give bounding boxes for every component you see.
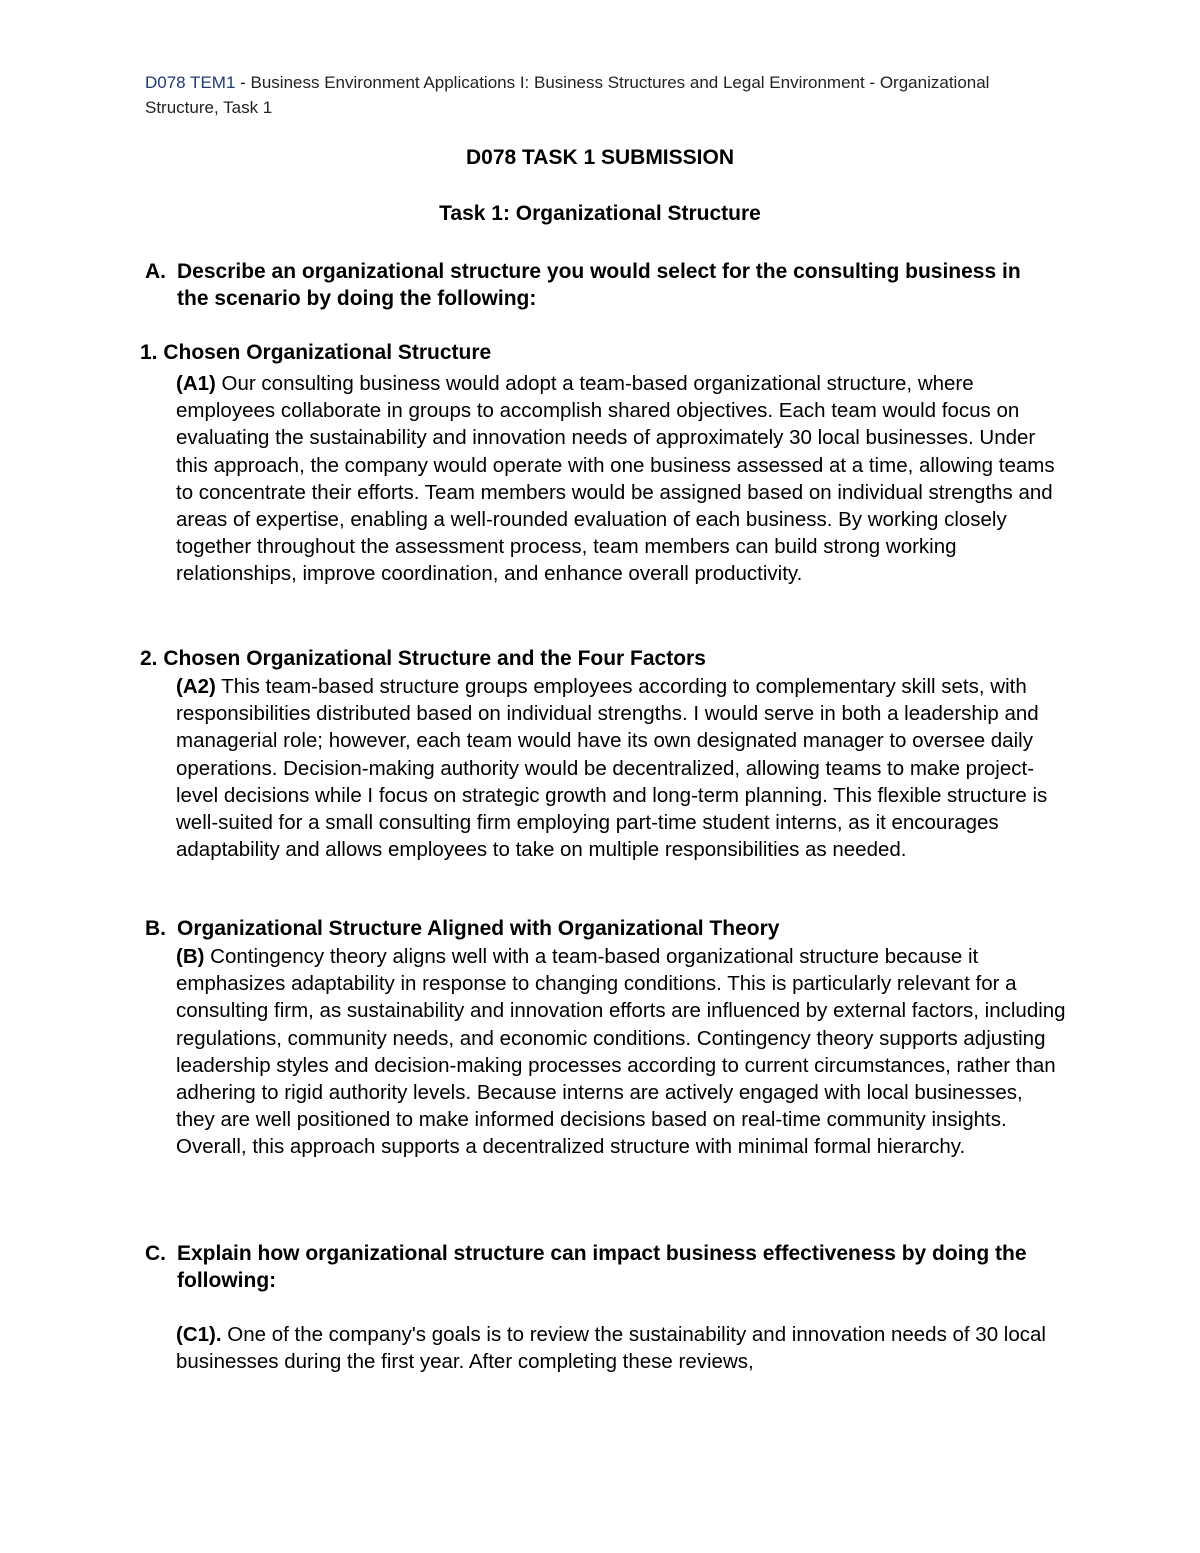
item-2-body: This team-based structure groups employees according to complementary skill sets, with responsibilities distributed based on individual strengths. I would serve in both a leadership and managerial role; however, each team would have its own designated manager to oversee daily operations. Decision-making authority would be decentralized, allowing teams to make project-level decisions while I focus on strategic growth and long-term planning. This flexible structure is well-suited for a small consulting firm employing part-time student interns, as it encourages adaptability and allows employees to take on multiple responsibilities as needed. bbox=[176, 675, 1048, 862]
section-a-heading-text: Describe an organizational structure you would select for the consulting business in the scenario by doing the following: bbox=[177, 260, 1021, 311]
section-c-tag: (C1). bbox=[176, 1323, 222, 1346]
course-code: D078 TEM1 bbox=[145, 73, 236, 92]
section-b-heading-text: Organizational Structure Aligned with Organizational Theory bbox=[177, 917, 780, 940]
section-c-letter: C. bbox=[145, 1242, 166, 1265]
page-header bbox=[145, 70, 1065, 120]
item-1-tag: (A1) bbox=[176, 372, 216, 395]
section-c-heading-text: Explain how organizational structure can impact business effectiveness by doing the following: bbox=[177, 1242, 1027, 1293]
section-c-heading bbox=[145, 1240, 1045, 1294]
document-subtitle: Task 1: Organizational Structure bbox=[439, 202, 761, 225]
item-1-body: Our consulting business would adopt a team-based organizational structure, where employees collaborate in groups to accomplish shared objectives. Each team would focus on evaluating the sustainability and innovation needs of approximately 30 local businesses. Under this approach, the company would operate with one business assessed at a time, allowing teams to concentrate their efforts. Team members would be assigned based on individual strengths and areas of expertise, enabling a well-rounded evaluation of each business. By working closely together throughout the assessment process, team members can build strong working relationships, improve coordination, and enhance overall productivity. bbox=[176, 372, 1055, 586]
document-title: D078 TASK 1 SUBMISSION bbox=[465, 146, 734, 169]
section-b-heading bbox=[145, 915, 1045, 942]
section-b-letter: B. bbox=[145, 917, 166, 940]
section-b-body: Contingency theory aligns well with a team-based organizational structure because it emphasizes adaptability in response to changing conditions. This is particularly relevant for a consulting firm, as sustainability and innovation efforts are influenced by external factors, including regulations, community needs, and economic conditions. Contingency theory supports adjusting leadership styles and decision-making processes according to current circumstances, rather than adhering to rigid authority levels. Because interns are actively engaged with local businesses, they are well positioned to make informed decisions based on real-time community insights. Overall, this approach supports a decentralized structure with minimal formal hierarchy. bbox=[176, 945, 1066, 1159]
section-a-heading bbox=[145, 258, 1045, 312]
item-1-heading: 1. Chosen Organizational Structure bbox=[140, 341, 492, 364]
section-c-body: One of the company's goals is to review the sustainability and innovation needs of 30 local businesses during the first year. After completing these reviews, bbox=[176, 1323, 1046, 1374]
section-a-letter: A. bbox=[145, 260, 166, 283]
header-text: - Business Environment Applications I: Business Structures and Legal Environment - Organizational Structure, Task 1 bbox=[145, 73, 990, 117]
section-b-paragraph bbox=[176, 943, 1066, 1161]
section-c-paragraph bbox=[176, 1321, 1066, 1375]
item-2-tag: (A2) bbox=[176, 675, 216, 698]
section-b-tag: (B) bbox=[176, 945, 205, 968]
item-2-paragraph bbox=[176, 673, 1066, 863]
item-1-paragraph bbox=[176, 370, 1066, 588]
item-2-heading: 2. Chosen Organizational Structure and the Four Factors bbox=[140, 647, 706, 670]
